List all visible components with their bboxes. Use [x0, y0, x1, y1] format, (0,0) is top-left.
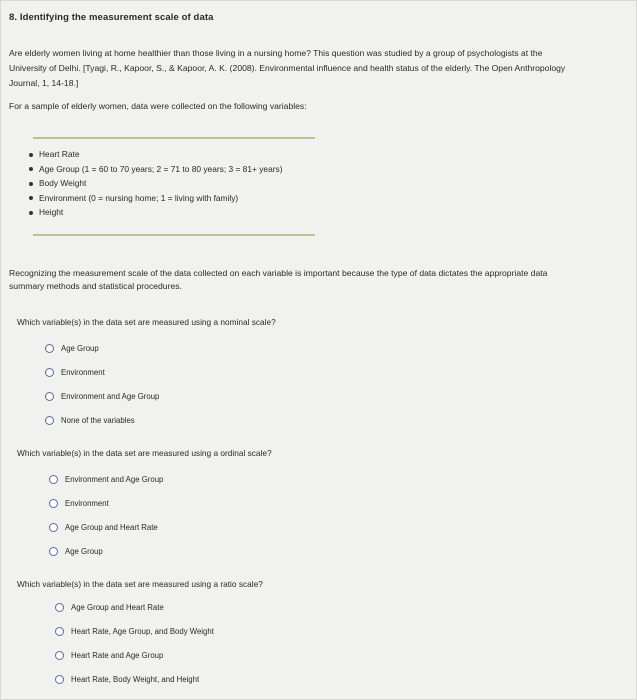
- intro-line: Are elderly women living at home healthier than those living in a nursing home? This question was studied by a group of psychologists at the: [9, 48, 543, 58]
- radio-button[interactable]: [45, 344, 54, 353]
- intro-line: University of Delhi. [Tyagi, R., Kapoor, S., & Kapoor, A. K. (2008). Environmental influence and health status of the elderly. The Open Anthropology: [9, 63, 566, 73]
- radio-option[interactable]: Environment and Age Group: [49, 475, 163, 499]
- intro-paragraph: [9, 46, 619, 91]
- radio-button[interactable]: [55, 627, 64, 636]
- radio-button[interactable]: [49, 475, 58, 484]
- radio-option[interactable]: Age Group and Heart Rate: [55, 603, 214, 627]
- radio-button[interactable]: [45, 368, 54, 377]
- variable-list: [29, 147, 283, 220]
- radio-option[interactable]: Age Group and Heart Rate: [49, 523, 163, 547]
- divider-top: [33, 137, 315, 139]
- radio-button[interactable]: [55, 675, 64, 684]
- variable-item: Body Weight: [29, 176, 283, 191]
- bullet-icon: [29, 196, 33, 200]
- question-ordinal: Which variable(s) in the data set are measured using a ordinal scale?: [17, 448, 272, 458]
- radio-button[interactable]: [55, 651, 64, 660]
- radio-option[interactable]: None of the variables: [45, 416, 159, 440]
- radio-option[interactable]: Environment: [49, 499, 163, 523]
- recognizing-line: summary methods and statistical procedures.: [9, 281, 182, 291]
- radio-option[interactable]: Environment and Age Group: [45, 392, 159, 416]
- radio-option[interactable]: Environment: [45, 368, 159, 392]
- radio-option[interactable]: Heart Rate, Age Group, and Body Weight: [55, 627, 214, 651]
- radio-button[interactable]: [49, 547, 58, 556]
- bullet-icon: [29, 167, 33, 171]
- bullet-icon: [29, 211, 33, 215]
- radio-button[interactable]: [45, 416, 54, 425]
- radio-button[interactable]: [45, 392, 54, 401]
- question-ratio: Which variable(s) in the data set are measured using a ratio scale?: [17, 579, 263, 589]
- radio-option[interactable]: Age Group: [49, 547, 163, 571]
- section-title: 8. Identifying the measurement scale of data: [9, 12, 214, 23]
- radio-option[interactable]: Age Group: [45, 344, 159, 368]
- radio-option[interactable]: Heart Rate and Age Group: [55, 651, 214, 675]
- radio-button[interactable]: [49, 499, 58, 508]
- question-nominal: Which variable(s) in the data set are measured using a nominal scale?: [17, 317, 276, 327]
- options-ordinal: [49, 475, 163, 571]
- bullet-icon: [29, 153, 33, 157]
- radio-button[interactable]: [49, 523, 58, 532]
- variable-item: Age Group (1 = 60 to 70 years; 2 = 71 to 80 years; 3 = 81+ years): [29, 162, 283, 177]
- variable-item: Environment (0 = nursing home; 1 = living with family): [29, 191, 283, 206]
- radio-option[interactable]: Heart Rate, Body Weight, and Height: [55, 675, 214, 699]
- sample-text: For a sample of elderly women, data were collected on the following variables:: [9, 101, 307, 111]
- intro-line: Journal, 1, 14-18.]: [9, 78, 79, 88]
- divider-bottom: [33, 234, 315, 236]
- variable-item: Heart Rate: [29, 147, 283, 162]
- radio-button[interactable]: [55, 603, 64, 612]
- recognizing-line: Recognizing the measurement scale of the data collected on each variable is important because the type of data dictates the appropriate data: [9, 268, 548, 278]
- bullet-icon: [29, 182, 33, 186]
- recognizing-paragraph: [9, 267, 619, 293]
- options-ratio: [55, 603, 214, 699]
- variable-item: Height: [29, 205, 283, 220]
- options-nominal: [45, 344, 159, 440]
